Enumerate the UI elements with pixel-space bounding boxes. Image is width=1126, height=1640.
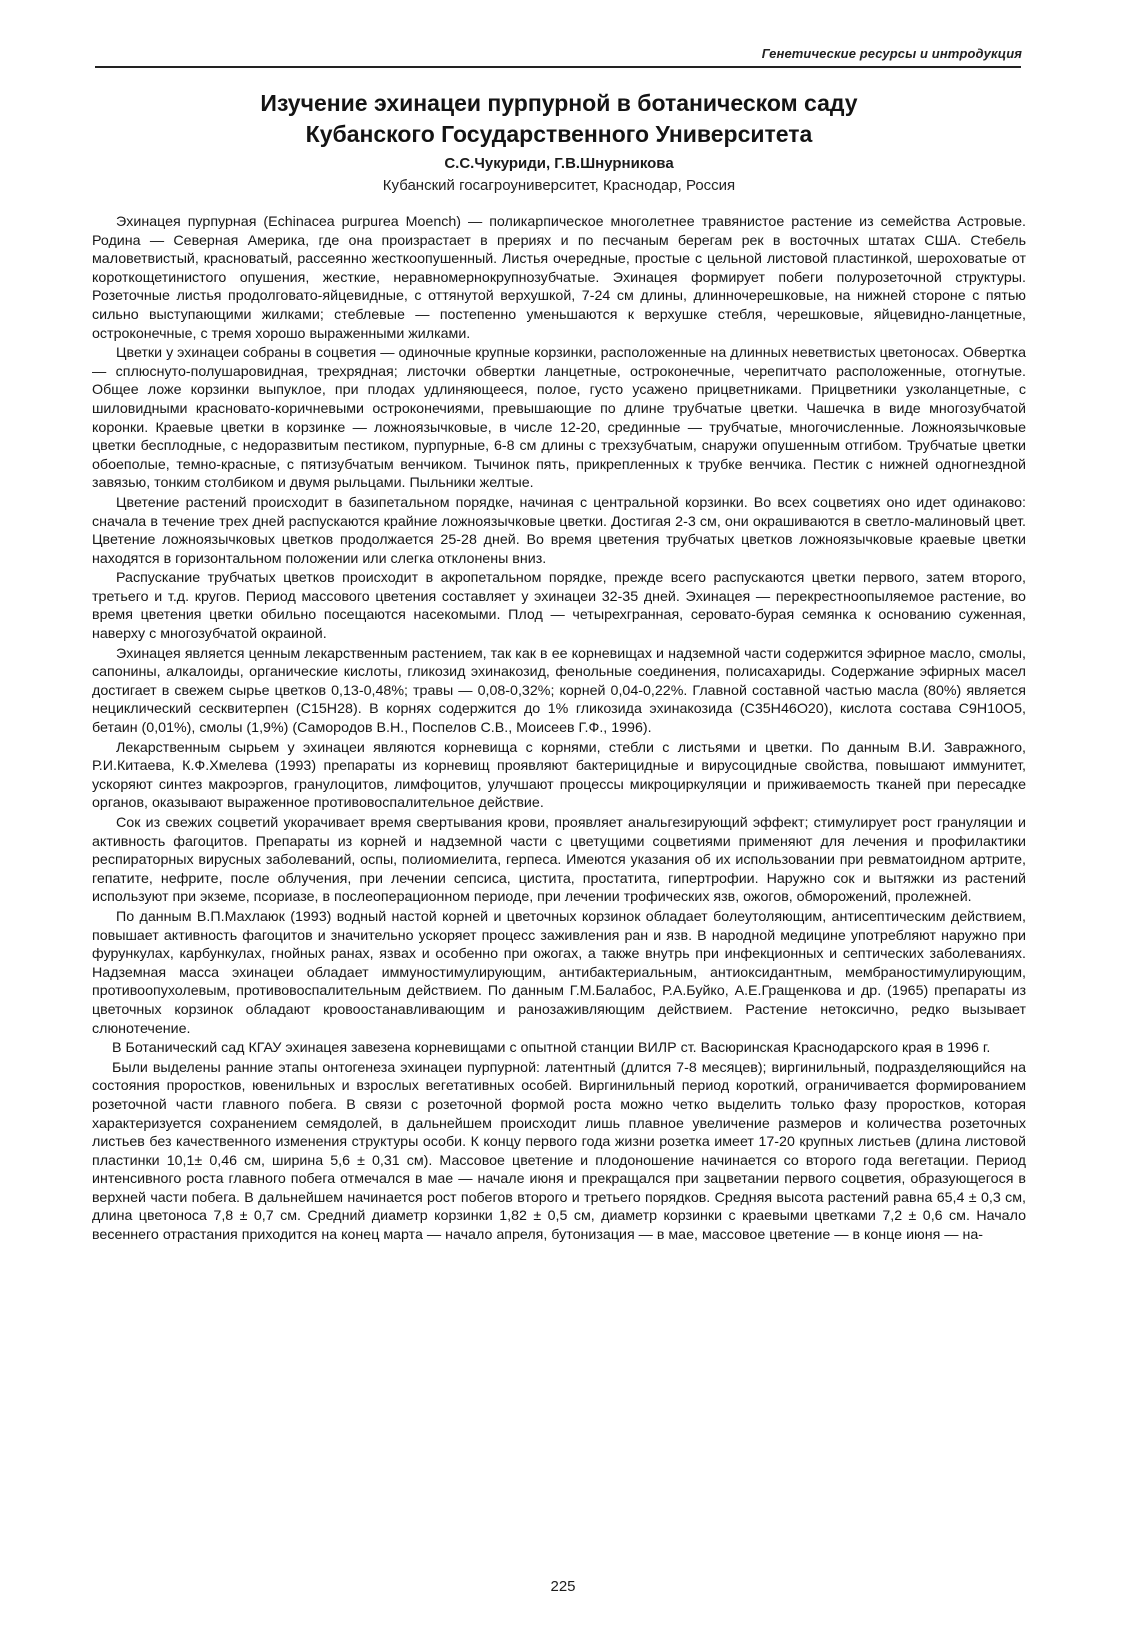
body-paragraph: Сок из свежих соцветий укорачивает время свертывания крови, проявляет анальгезирующий эффект; стимулирует рост грануляции и активность фагоцитов. Препараты из корней и надземной части с цветущими соцветиями применяют для лечения и профилактики респираторных вирусных заболеваний, оспы, полиомиелита, герпеса. Имеются указания об их использовании при ревматоидном артрите, гепатите, нефрите, после облучения, при лечении сепсиса, цистита, простатита, гипертрофии. Наружно сок и вытяжки из растений используют при экземе, псориазе, в послеоперационном периоде, при лечении трофических язв, ожогов, обморожений, пролежней.: [92, 815, 1026, 906]
body-paragraph: Распускание трубчатых цветков происходит в акропетальном порядке, прежде всего распускаются цветки первого, затем второго, третьего и т.д. кругов. Период массового цветения составляет у эхинацеи 32-35 дней. Эхинацея — перекрестноопыляемое растение, во время цветения цветки обильно посещаются насекомыми. Плод — четырехгранная, серовато-бурая семянка к основанию суженная, наверху с многозубчатой окраиной.: [92, 570, 1026, 643]
body-paragraph: Эхинацея является ценным лекарственным растением, так как в ее корневищах и надземной части содержится эфирное масло, смолы, сапонины, алкалоиды, органические кислоты, гликозид эхинакозид, фенольные соединения, полисахариды. Содержание эфирных масел достигает в свежем сырье цветков 0,13-0,48%; травы — 0,08-0,32%; корней 0,04-0,22%. Главной составной частью масла (80%) является нециклический сесквитерпен (С15Н28). В корнях содержится до 1% гликозида эхинакозида (С35Н46О20), кислота состава С9Н10О5, бетаин (0,01%), смолы (1,9%) (Самородов В.Н., Поспелов С.В., Моисеев Г.Ф., 1996).: [92, 645, 1026, 737]
article-title: [92, 88, 1026, 150]
body-paragraph: В Ботанический сад КГАУ эхинацея завезена корневищами с опытной станции ВИЛР ст. Васюринская Краснодарского края в 1996 г.: [112, 1040, 991, 1057]
article-title-line-2: Кубанского Государственного Университета: [305, 121, 813, 147]
article-body: [92, 213, 1026, 1246]
header-rule: [95, 66, 1021, 68]
running-header: Генетические ресурсы и интродукция: [761, 46, 1022, 61]
body-paragraph: Были выделены ранние этапы онтогенеза эхинацеи пурпурной: латентный (длится 7-8 месяцев); виргинильный, подразделяющийся на состояния проростков, ювенильных и взрослых вегетативных особей. Виргинильный период короткий, ограничивается формированием розеточной части главного побега. В связи с розеточной формой роста можно четко выделить только фазу проростков, которая характеризуется сохранением семядолей, в дальнейшем происходит лишь плавное увеличение размеров и количества розеточных листьев без качественного изменения структуры особи. К концу первого года жизни розетка имеет 17-20 крупных листьев (длина листовой пластинки 10,1± 0,46 см, ширина 5,6 ± 0,31 см). Массовое цветение и плодоношение начинается со второго года вегетации. Период интенсивного роста главного побега отмечался в мае — начале июня и прекращался при зацветании первого соцветия, образующегося в верхней части побега. В дальнейшем начинается рост побегов второго и третьего порядков. Средняя высота растений равна 65,4 ± 0,3 см, длина цветоноса 7,8 ± 0,7 см. Средний диаметр корзинки 1,82 ± 0,5 см, диаметр корзинки с краевыми цветками 7,2 ± 0,6 см. Начало весеннего отрастания приходится на конец марта — начало апреля, бутонизация — в мае, массовое цветение — в конце июня — на-: [92, 1059, 1026, 1244]
article-title-block: [92, 88, 1026, 196]
body-paragraph: Лекарственным сырьем у эхинацеи являются корневища с корнями, стебли с листьями и цветки. По данным В.И. Завражного, Р.И.Китаева, К.Ф.Хмелева (1993) препараты из корневищ проявляют бактерицидные и вирусоцидные свойства, повышают иммунитет, ускоряют синтез макроэргов, гранулоцитов, лимфоцитов, улучшают процессы микроциркуляции и приживаемость тканей при пересадке органов, оказывают выраженное противовоспалительное действие.: [92, 739, 1026, 812]
body-paragraph: Эхинацея пурпурная (Echinacea purpurea Moench) — поликарпическое многолетнее травянистое растение из семейства Астровые. Родина — Северная Америка, где она произрастает в прериях и по песчаным берегам рек в восточных штатах США. Стебель маловетвистый, красноватый, рассеянно жесткоопушенный. Листья очередные, простые с цельной листовой пластинкой, шероховатые от короткощетинистого опушения, жесткие, неравномернокрупнозубчатые. Эхинацея формирует побеги полурозеточной структуры. Розеточные листья продолговато-яйцевидные, с оттянутой верхушкой, 7-24 см длины, длинночерешковые, на нижней стороне с пятью сильно выступающими жилками; стеблевые — постепенно уменьшаются к верхушке стебля, черешковые, яйцевидно-ланцетные, остроконечные, с тремя хорошо выраженными жилками.: [92, 214, 1026, 342]
page-number: 225: [550, 1578, 576, 1595]
article-title-line-1: Изучение эхинацеи пурпурной в ботаническом саду: [260, 90, 858, 116]
body-paragraph: Цветение растений происходит в базипетальном порядке, начиная с центральной корзинки. Во всех соцветиях оно идет одинаково: сначала в течение трех дней распускаются крайние ложноязычковые цветки. Достигая 2-3 см, они окрашиваются в светло-малиновый цвет. Цветение ложноязычковых цветков продолжается 25-28 дней. Во время цветения трубчатых цветков ложноязычковые краевые цветки находятся в горизонтальном положении или слегка отклонены вниз.: [92, 494, 1026, 567]
authors: С.С.Чукуриди, Г.В.Шнурникова: [444, 155, 674, 172]
body-paragraph: По данным В.П.Махлаюк (1993) водный настой корней и цветочных корзинок обладает болеутоляющим, антисептическим действием, повышает активность фагоцитов и значительно ускоряет процесс заживления ран и язв. В народной медицине употребляют наружно при фурункулах, карбункулах, гнойных ранах, язвах и особенно при ожогах, а также внутрь при инфекционных и септических заболеваниях. Надземная масса эхинацеи обладает иммуностимулирующим, антибактериальным, антиоксидантным, мембраностимулирующим, противоопухолевым, противовоспалительным действием. По данным Г.М.Балабос, Р.А.Буйко, А.Е.Гращенкова и др. (1965) препараты из цветочных корзинок обладают кровоостанавливающим и ранозаживляющим действием. Растение нетоксично, редко вызывает слюнотечение.: [92, 908, 1026, 1037]
affiliation: Кубанский госагроуниверситет, Краснодар, Россия: [382, 177, 736, 194]
body-paragraph: Цветки у эхинацеи собраны в соцветия — одиночные крупные корзинки, расположенные на длинных неветвистых цветоносах. Обвертка — сплюснуто-полушаровидная, трехрядная; листочки обвертки ланцетные, остроконечные, черепитчато расположенные, отогнутые. Общее ложе корзинки выпуклое, при плодах удлиняющееся, полое, густо усажено прицветниками. Прицветники узколанцетные, с шиловидными красновато-коричневыми остроконечиями, превышающие по длине трубчатые цветки. Чашечка в виде многозубчатой коронки. Краевые цветки в корзинке — ложноязычковые, в числе 12-20, срединные — трубчатые, многочисленные. Ложноязычковые цветки бесплодные, с недоразвитым пестиком, пурпурные, 6-8 см длины с трехзубчатым, снаружи опушенным отгибом. Трубчатые цветки обоеполые, темно-красные, с пятизубчатым венчиком. Тычинок пять, прикрепленных к трубке венчика. Пестик с нижней одногнездной завязью, тонким столбиком и двумя рыльцами. Пыльники желтые.: [92, 345, 1026, 492]
